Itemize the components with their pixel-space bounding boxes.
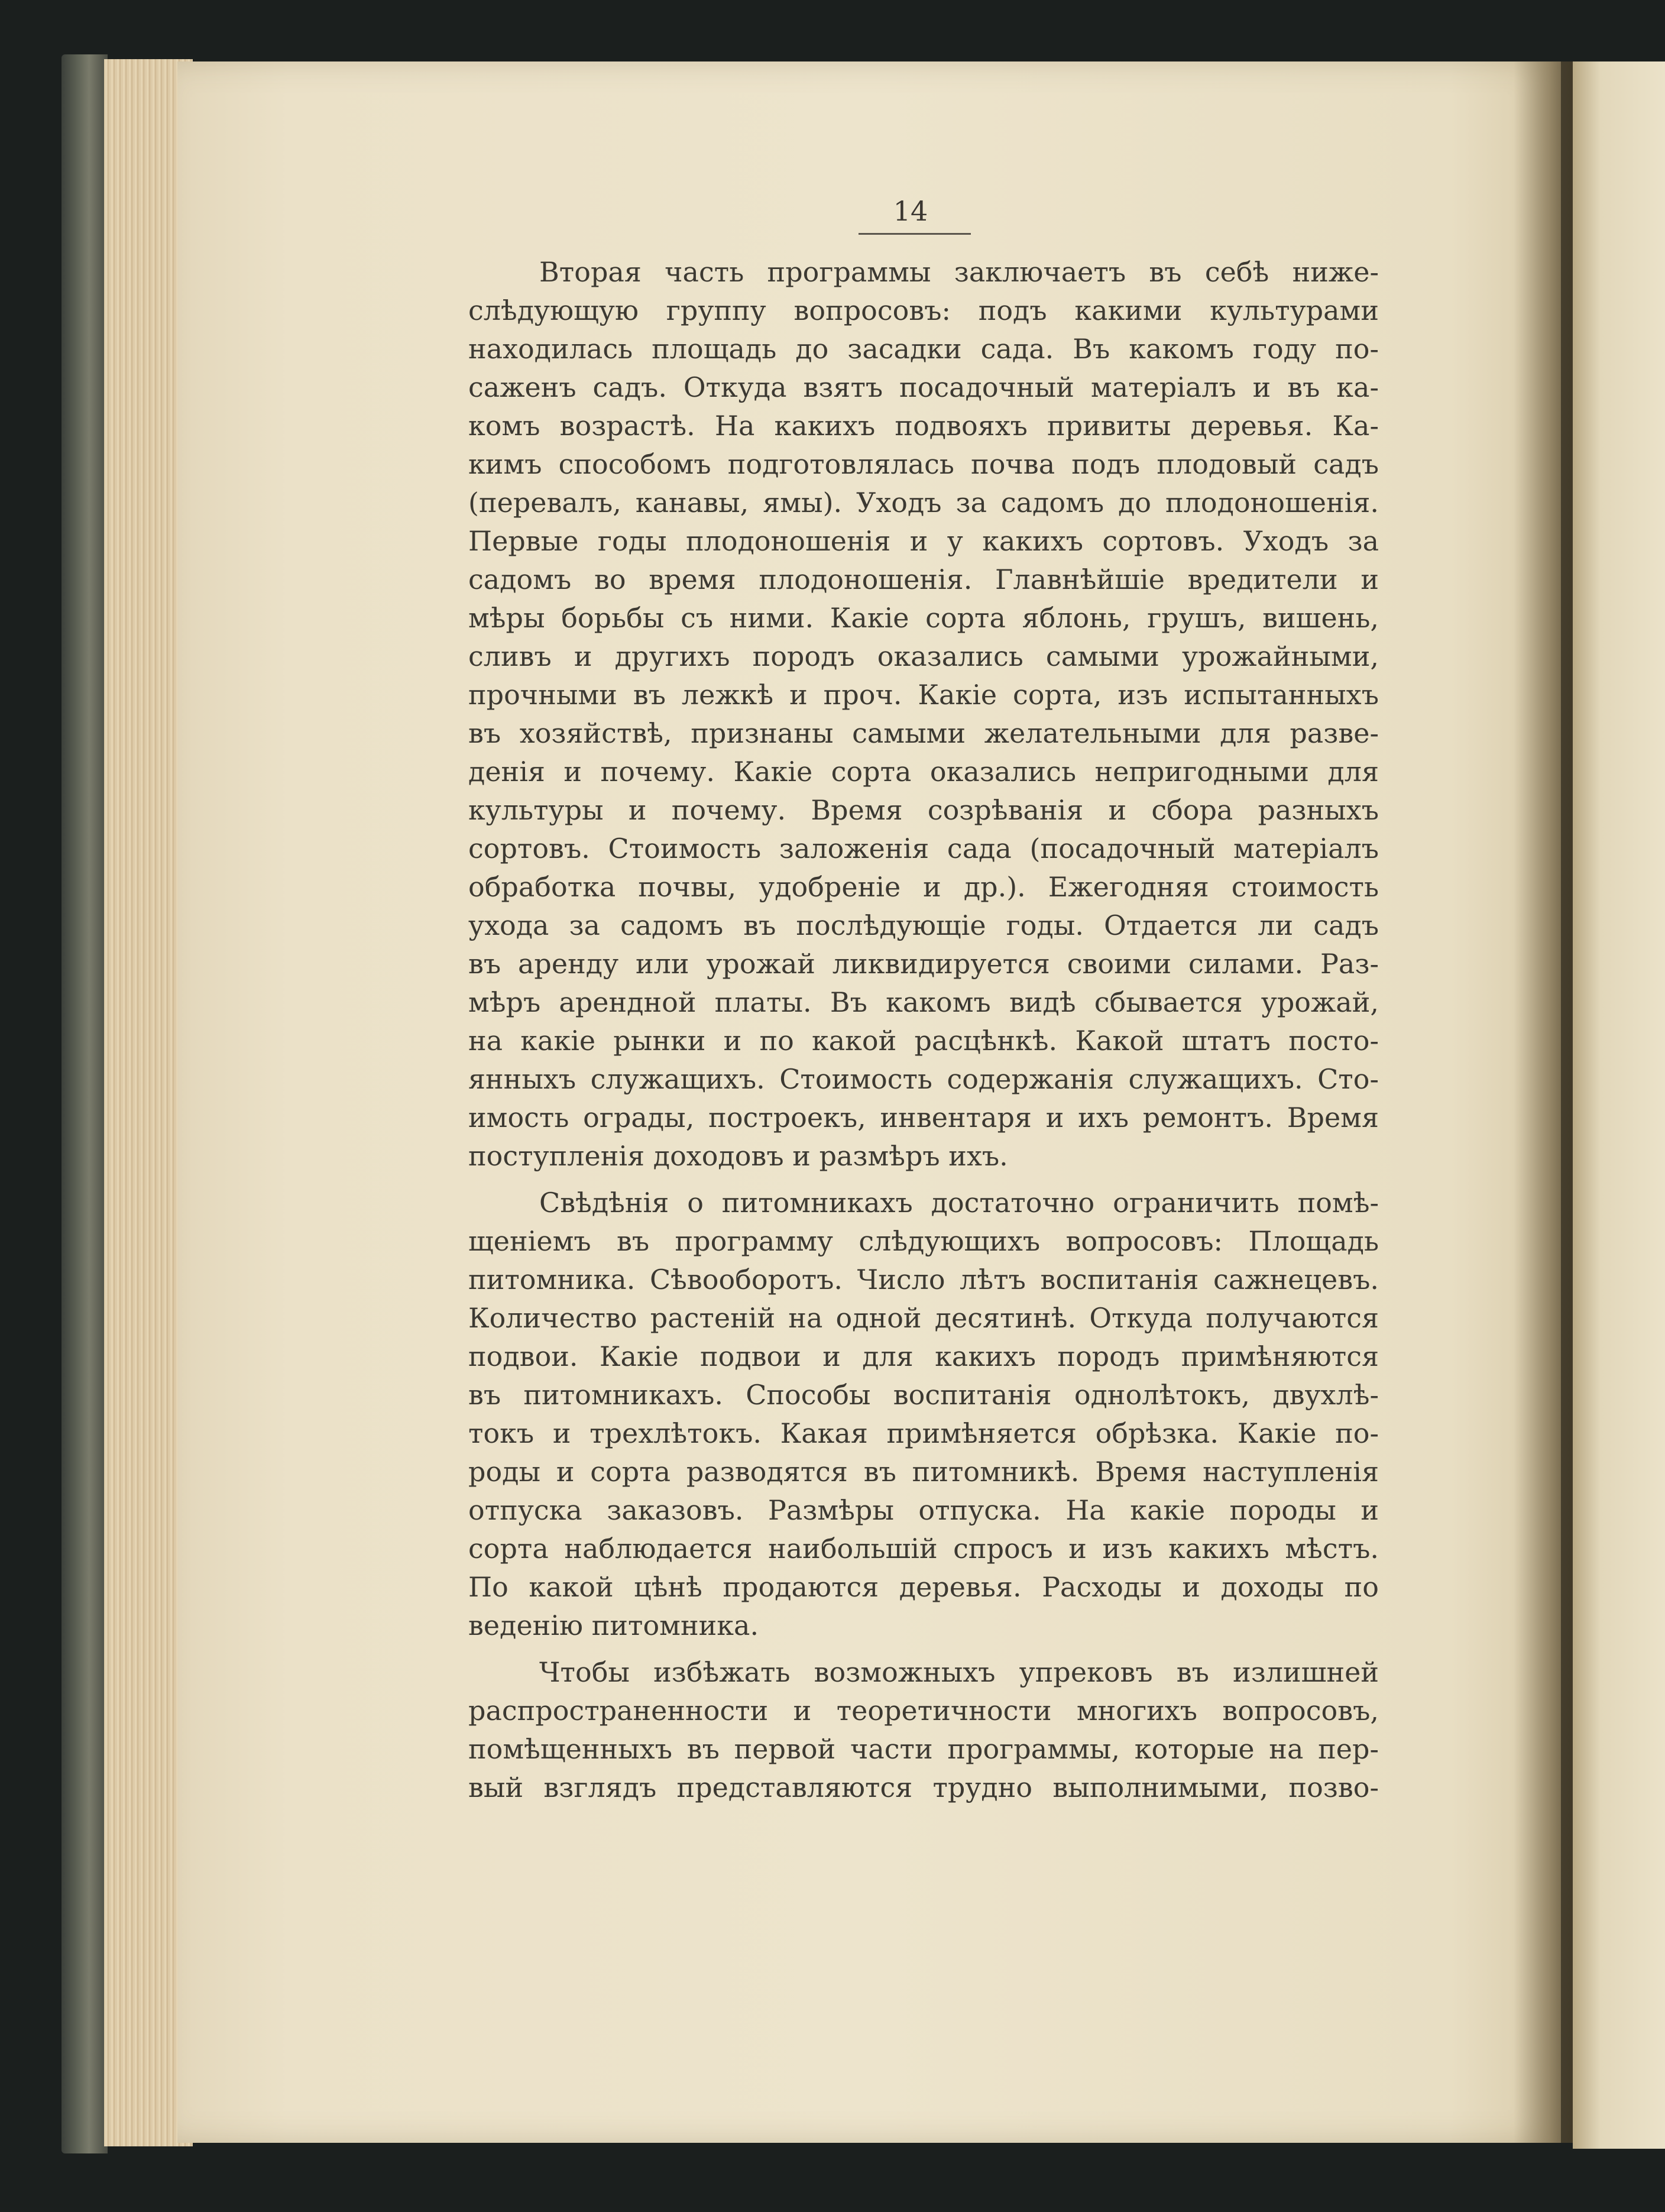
text-line: янныхъ служащихъ. Стоимость содержанія служащихъ. Сто- xyxy=(468,1063,1379,1095)
text-line: поступленія доходовъ и размѣръ ихъ. xyxy=(468,1140,1008,1172)
text-line: Количество растеній на одной десятинѣ. Откуда получаются xyxy=(468,1302,1379,1334)
text-line: въ аренду или урожай ликвидируется своими силами. Раз- xyxy=(468,948,1379,980)
text-line: питомника. Сѣвооборотъ. Число лѣтъ воспитанія сажнецевъ. xyxy=(468,1264,1379,1296)
text-line: кимъ способомъ подготовлялась почва подъ плодовый садъ xyxy=(468,448,1379,480)
text-line: ухода за садомъ въ послѣдующіе годы. Отдается ли садъ xyxy=(468,909,1379,941)
text-line: слѣдующую группу вопросовъ: подъ какими культурами xyxy=(468,294,1379,326)
book-cover-edge xyxy=(61,54,108,2153)
page-number: 14 xyxy=(893,195,928,227)
text-line: Чтобы избѣжать возможныхъ упрековъ въ излишней xyxy=(539,1656,1379,1688)
text-line: отпуска заказовъ. Размѣры отпуска. На какіе породы и xyxy=(468,1494,1379,1526)
text-line: сортовъ. Стоимость заложенія сада (посадочный матеріалъ xyxy=(468,833,1379,864)
paragraph-2 xyxy=(468,1184,1379,1645)
text-line: прочными въ лежкѣ и проч. Какіе сорта, изъ испытанныхъ xyxy=(468,679,1379,711)
paragraph-1 xyxy=(468,253,1379,1175)
text-line: въ хозяйствѣ, признаны самыми желательными для разве- xyxy=(468,717,1379,749)
book-gutter xyxy=(1514,61,1579,2143)
text-line: саженъ садъ. Откуда взятъ посадочный матеріалъ и въ ка- xyxy=(468,371,1379,403)
paragraph-3 xyxy=(468,1653,1379,1807)
text-line: Первые годы плодоношенія и у какихъ сортовъ. Уходъ за xyxy=(468,525,1379,557)
text-line: веденію питомника. xyxy=(468,1609,759,1641)
text-line: на какіе рынки и по какой расцѣнкѣ. Какой штатъ посто- xyxy=(468,1025,1379,1057)
text-line: обработка почвы, удобреніе и др.). Ежегодняя стоимость xyxy=(468,871,1379,903)
text-line: мѣры борьбы съ ними. Какіе сорта яблонь, грушъ, вишень, xyxy=(468,602,1379,634)
text-line: (перевалъ, канавы, ямы). Уходъ за садомъ до плодоношенія. xyxy=(468,487,1379,519)
text-line: имость ограды, построекъ, инвентаря и ихъ ремонтъ. Время xyxy=(468,1102,1379,1133)
text-line: подвои. Какіе подвои и для какихъ породъ примѣняются xyxy=(468,1340,1379,1372)
text-line: распространенности и теоретичности многихъ вопросовъ, xyxy=(468,1695,1379,1727)
text-line: Вторая часть программы заключаетъ въ себѣ ниже- xyxy=(539,256,1379,288)
text-line: культуры и почему. Время созрѣванія и сбора разныхъ xyxy=(468,794,1379,826)
page-number-rule xyxy=(859,233,971,235)
text-line: По какой цѣнѣ продаются деревья. Расходы и доходы по xyxy=(468,1571,1379,1603)
text-line: комъ возрастѣ. На какихъ подвояхъ привиты деревья. Ка- xyxy=(468,410,1379,442)
text-line: щеніемъ въ программу слѣдующихъ вопросовъ: Площадь xyxy=(468,1225,1379,1257)
text-line: Свѣдѣнія о питомникахъ достаточно ограничить помѣ- xyxy=(539,1187,1379,1219)
text-line: сливъ и другихъ породъ оказались самыми урожайными, xyxy=(468,640,1379,672)
text-line: денія и почему. Какіе сорта оказались непригодными для xyxy=(468,756,1379,788)
text-line: вый взглядъ представляются трудно выполнимыми, позво- xyxy=(468,1771,1379,1803)
text-line: помѣщенныхъ въ первой части программы, которые на пер- xyxy=(468,1733,1379,1765)
text-line: токъ и трехлѣтокъ. Какая примѣняется обрѣзка. Какіе по- xyxy=(468,1417,1379,1449)
body-text xyxy=(468,253,1379,1807)
text-line: роды и сорта разводятся въ питомникѣ. Время наступленія xyxy=(468,1456,1379,1488)
text-line: мѣръ арендной платы. Въ какомъ видѣ сбывается урожай, xyxy=(468,986,1379,1018)
text-line: въ питомникахъ. Способы воспитанія однолѣтокъ, двухлѣ- xyxy=(468,1379,1379,1411)
text-line: садомъ во время плодоношенія. Главнѣйшіе вредители и xyxy=(468,563,1379,595)
text-line: находилась площадь до засадки сада. Въ какомъ году по- xyxy=(468,333,1379,365)
facing-page-edge xyxy=(1573,61,1665,2149)
text-line: сорта наблюдается наибольшій спросъ и изъ какихъ мѣстъ. xyxy=(468,1533,1379,1565)
